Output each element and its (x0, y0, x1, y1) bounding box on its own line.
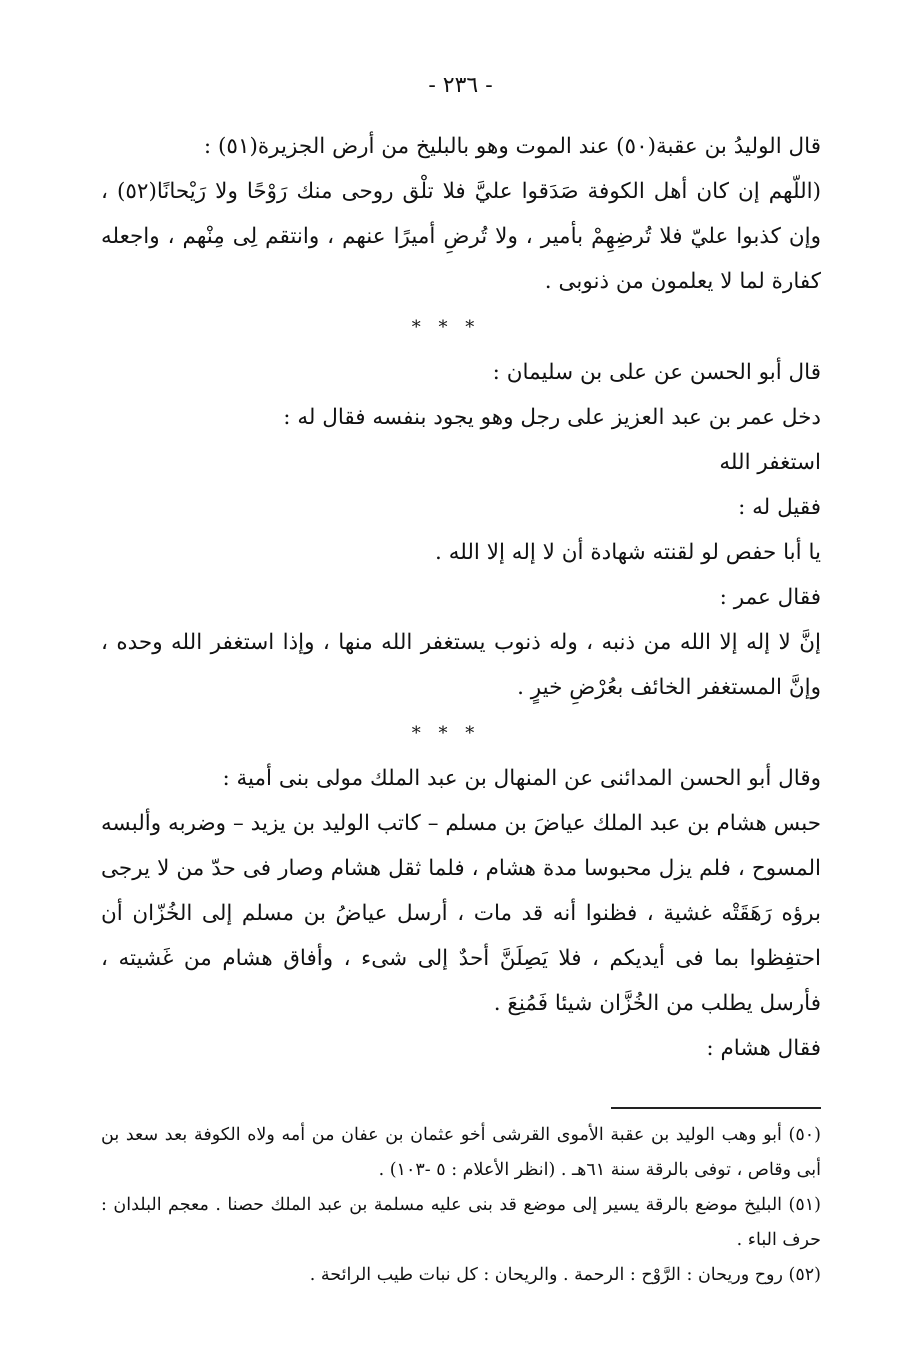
paragraph-story: حبس هشام بن عبد الملك عياضَ بن مسلم – كاتب الوليد بن يزيد – وضربه وألبسه المسوح ، فلم يزل محبوسا مدة هشام ، فلما ثقل هشام وصار فى حدّ من لا يرجى برؤه رَهَقَتْه غشية ، فظنوا أنه قد مات ، أرسل عياضُ بن مسلم إلى الخُزّان أن احتفِظوا بما فى أيديكم ، فلا يَصِلَنَّ أحدٌ إلى شىء ، وأفاق هشام من غَشيته ، فأرسل يطلب من الخُزَّان شيئا فَمُنِعَ . (101, 811, 821, 1016)
paragraph-umar-said: فقال عمر : (719, 585, 821, 610)
footnotes (101, 1118, 821, 1293)
footnote-50: (٥٠) أبو وهب الوليد بن عقبة الأموى القرشى أخو عثمان بن عفان من أمه ولاه الكوفة بعد سعد بن أبى وقاص ، توفى بالرقة سنة ٦١هـ . (انظر الأعلام : ٥ -١٠٣) . (101, 1125, 821, 1180)
section-hisham (101, 756, 821, 1071)
footnote-divider (611, 1107, 821, 1109)
main-text (101, 124, 821, 1071)
page-number: - ٢٣٦ - (428, 73, 493, 98)
paragraph-prayer: (اللّهم إن كان أهل الكوفة صَدَقوا عليَّ فلا تلْق روحى منك رَوْحًا ولا رَيْحانًا(٥٢) ، وإن كذبوا عليّ فلا تُرضِهِمْ بأمير ، ولا تُرضِ أميرًا عنهم ، وانتقم لِى مِنْهم ، واجعله كفارة لما لا يعلمون من ذنوبى . (101, 179, 821, 294)
section-separator: * * * (411, 723, 481, 744)
section-umar (101, 350, 821, 710)
paragraph-question: يا أبا حفص لو لقنته شهادة أن لا إله إلا الله . (435, 540, 821, 565)
section-separator: * * * (411, 317, 481, 338)
paragraph-story: دخل عمر بن عبد العزيز على رجل وهو يجود بنفسه فقال له : (283, 405, 821, 430)
paragraph-hisham-said: فقال هشام : (706, 1036, 821, 1061)
paragraph-quote: استغفر الله (719, 450, 821, 475)
footnote-52: (٥٢) روح وريحان : الرَّوْح : الرحمة . والريحان : كل نبات طيب الرائحة . (309, 1265, 821, 1285)
footnote-51: (٥١) البليخ موضع بالرقة يسير إلى موضع قد بنى عليه مسلمة بن عبد الملك حصنا . معجم البلدان : حرف الباء . (101, 1195, 821, 1250)
paragraph-intro: قال الوليدُ بن عقبة(٥٠) عند الموت وهو بالبليخ من أرض الجزيرة(٥١) : (203, 134, 821, 159)
paragraph-narrator: قال أبو الحسن عن على بن سليمان : (492, 360, 821, 385)
section-al-walid (101, 124, 821, 304)
paragraph-narrator: وقال أبو الحسن المدائنى عن المنهال بن عبد الملك مولى بنى أمية : (222, 766, 821, 791)
paragraph-answer: إنَّ لا إله إلا الله من ذنبه ، وله ذنوب يستغفر الله منها ، وإذا استغفر الله وحده ، وإنَّ المستغفر الخائف بعُرْضِ خيرٍ . (101, 630, 821, 700)
paragraph-said-to-him: فقيل له : (738, 495, 821, 520)
